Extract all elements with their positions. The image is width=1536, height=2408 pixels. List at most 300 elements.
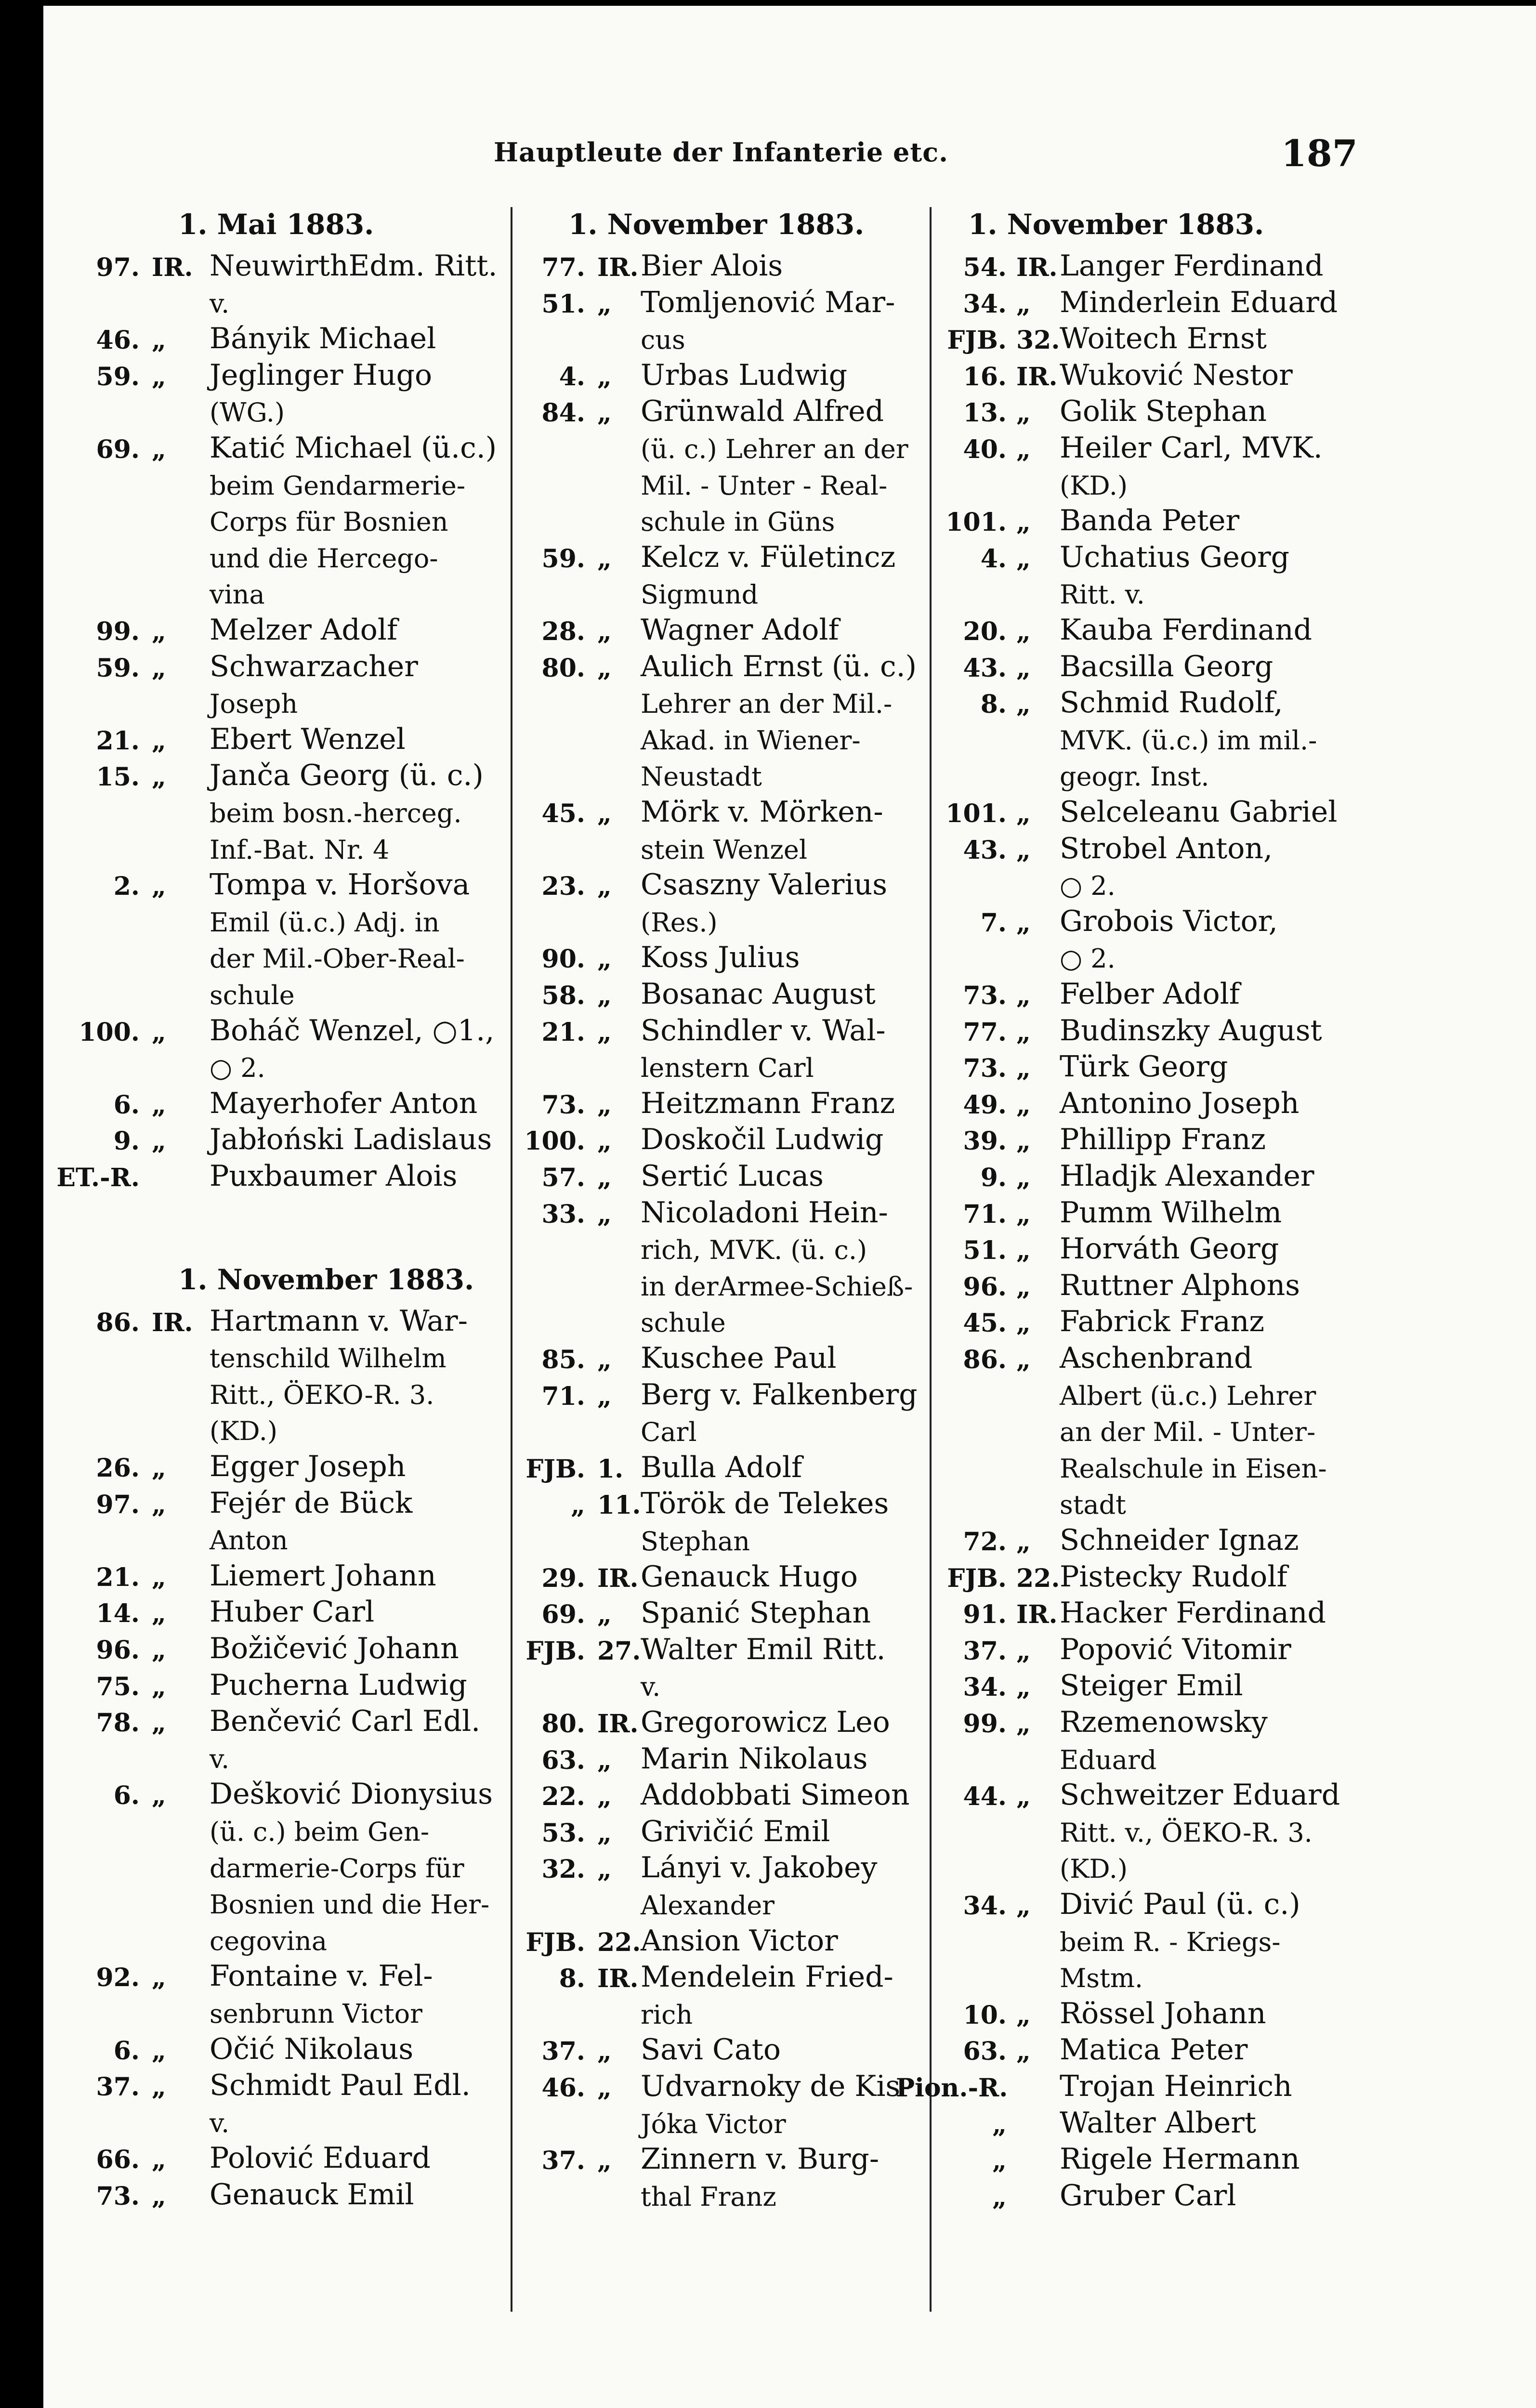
entry-number: Pion.-R. (896, 2073, 1008, 2103)
entry-number: 99. (963, 1709, 1007, 1739)
entry-number: 14. (96, 1599, 140, 1629)
entry-unit: IR. (1016, 1600, 1058, 1630)
entry-number: 73. (541, 1090, 585, 1120)
entry-unit: 22. (1016, 1563, 1060, 1593)
entry-name: Bányik Michael (210, 322, 436, 356)
entry-number: 34. (963, 1673, 1007, 1702)
entry-name: Heitzmann Franz (641, 1086, 895, 1120)
entry-detail: Emil (ü.c.) Adj. in (210, 907, 440, 938)
entry-detail: Corps für Bosnien (210, 507, 448, 537)
entry-number: FJB. (947, 1563, 1007, 1593)
entry-unit: „ (152, 1453, 166, 1483)
entry-unit: „ (1016, 1891, 1031, 1921)
entry-name: Wagner Adolf (641, 613, 839, 647)
entry-unit: „ (152, 653, 166, 683)
entry-number: 86. (963, 1345, 1007, 1374)
entry-name: Nicoladoni Hein- (641, 1195, 888, 1230)
entry-unit: „ (597, 1017, 612, 1047)
entry-detail: Akad. in Wiener- (641, 725, 861, 756)
entry-detail: Anton (210, 1525, 288, 1556)
entry-number: 4. (559, 362, 585, 392)
entry-name: Gruber Carl (1060, 2178, 1236, 2212)
entry-number: 72. (963, 1527, 1007, 1557)
entry-unit: „ (597, 2037, 612, 2067)
entry-number: FJB. (947, 326, 1007, 355)
entry-number: 99. (96, 617, 140, 646)
entry-unit: „ (597, 799, 612, 828)
entry-unit: „ (1016, 1272, 1031, 1302)
entry-number: 71. (541, 1381, 585, 1411)
entry-unit: „ (597, 1163, 612, 1192)
entry-name: Huber Carl (210, 1595, 375, 1629)
entry-name: Heiler Carl, MVK. (1060, 431, 1323, 465)
entry-number: 6. (113, 2036, 140, 2066)
entry-number: 86. (96, 1308, 140, 1337)
entry-number: 54. (963, 253, 1007, 282)
entry-name: Schwarzacher (210, 649, 418, 683)
entry-unit: „ (152, 617, 166, 646)
entry-name: Walter Emil Ritt. (641, 1632, 886, 1666)
entry-number: 63. (963, 2037, 1007, 2067)
entry-number: 73. (963, 981, 1007, 1010)
entry-number: 97. (96, 253, 140, 282)
entry-name: Csaszny Valerius (641, 868, 888, 902)
entry-number: 80. (541, 1709, 585, 1739)
entry-unit: 11. (597, 1491, 641, 1520)
entry-name: Török de Telekes (641, 1487, 889, 1521)
entry-detail: rich, MVK. (ü. c.) (641, 1235, 867, 1266)
entry-number: 16. (963, 362, 1007, 392)
entry-unit: „ (1016, 1527, 1031, 1557)
entry-name: Schweitzer Eduard (1060, 1778, 1340, 1812)
entry-number: 7. (980, 908, 1007, 938)
entry-detail: Realschule in Eisen- (1060, 1453, 1327, 1484)
entry-unit: „ (597, 1126, 612, 1156)
entry-unit: „ (597, 944, 612, 974)
entry-number: 2. (113, 872, 140, 902)
entry-name: Benčević Carl Edl. (210, 1704, 481, 1739)
entry-name: Popović Vitomir (1060, 1632, 1291, 1666)
entry-number: 96. (96, 1636, 140, 1665)
entry-detail: ○ 2. (210, 1053, 265, 1084)
entry-detail: stadt (1060, 1490, 1126, 1520)
entry-detail: Ritt., ÖEKO-R. 3. (210, 1379, 434, 1410)
entry-number: 73. (96, 2182, 140, 2211)
entry-unit: IR. (597, 1563, 639, 1593)
entry-detail: (ü. c.) Lehrer an der (641, 434, 908, 464)
entry-detail: v. (210, 2107, 230, 2138)
entry-name: Langer Ferdinand (1060, 249, 1324, 283)
entry-detail: Jóka Victor (641, 2108, 786, 2139)
entry-detail: an der Mil. - Unter- (1060, 1417, 1316, 1448)
entry-number: 6. (113, 1781, 140, 1811)
entry-unit: „ (152, 1562, 166, 1592)
entry-number: 46. (96, 326, 140, 355)
entry-name: Puxbaumer Alois (210, 1159, 458, 1193)
entry-name: Banda Peter (1060, 504, 1240, 538)
entry-number: 43. (963, 835, 1007, 865)
entry-name: Ansion Victor (641, 1924, 838, 1958)
entry-unit: „ (152, 1490, 166, 1519)
entry-number: 26. (96, 1453, 140, 1483)
entry-detail: Carl (641, 1417, 697, 1448)
entry-name: Rössel Johann (1060, 1996, 1266, 2030)
entry-detail: Ritt. v. (1060, 579, 1145, 610)
entry-unit: „ (1016, 1236, 1031, 1266)
entry-unit: „ (1016, 508, 1031, 537)
entry-unit: „ (1016, 1345, 1031, 1374)
entry-number: 44. (963, 1782, 1007, 1812)
entry-detail: schule (210, 980, 295, 1010)
entry-name: Fontaine v. Fel- (210, 1959, 433, 1993)
entry-unit: „ (1016, 1309, 1031, 1338)
entry-name: Sertić Lucas (641, 1159, 824, 1193)
entry-name: Divić Paul (ü. c.) (1060, 1887, 1300, 1921)
entry-detail: (WG.) (210, 397, 285, 428)
entry-detail: MVK. (ü.c.) im mil.- (1060, 725, 1317, 756)
entry-number: 10. (963, 2000, 1007, 2030)
entry-unit: „ (1016, 1163, 1031, 1192)
entry-unit: „ (597, 981, 612, 1010)
entry-number: 9. (980, 1163, 1007, 1192)
entry-unit: IR. (1016, 253, 1058, 282)
entry-name: Kelcz v. Fületincz (641, 540, 896, 574)
entry-unit: „ (152, 1708, 166, 1738)
entry-number: „ (992, 2182, 1007, 2212)
entry-number: 37. (963, 1636, 1007, 1666)
entry-unit: „ (597, 872, 612, 902)
entry-name: Savi Cato (641, 2033, 781, 2067)
entry-name: Bacsilla Georg (1060, 649, 1273, 683)
entry-name: Božičević Johann (210, 1632, 459, 1665)
entry-unit: „ (152, 2145, 166, 2175)
entry-number: 32. (541, 1855, 585, 1885)
entry-name: Tompa v. Horšova (210, 868, 470, 902)
entry-number: 75. (96, 1672, 140, 1701)
entry-unit: 27. (597, 1636, 641, 1666)
entry-name: Aulich Ernst (ü. c.) (641, 649, 917, 683)
entry-number: 20. (963, 617, 1007, 646)
entry-number: 9. (113, 1126, 140, 1156)
entry-unit: „ (597, 1600, 612, 1630)
entry-name: Bosanac August (641, 977, 876, 1011)
entry-name: Tomljenović Mar- (641, 285, 895, 319)
entry-name: Katić Michael (ü.c.) (210, 431, 497, 465)
entry-number: 51. (963, 1236, 1007, 1266)
entry-detail: Lehrer an der Mil.- (641, 689, 893, 720)
entry-number: 40. (963, 435, 1007, 464)
entry-number: 21. (96, 726, 140, 756)
entry-detail: v. (641, 1672, 661, 1702)
entry-unit: „ (597, 398, 612, 428)
entry-name: Rzemenowsky (1060, 1705, 1268, 1739)
entry-name: Phillipp Franz (1060, 1123, 1266, 1157)
entry-detail: und die Hercego- (210, 543, 438, 574)
entry-name: Koss Julius (641, 941, 800, 975)
entry-unit: „ (1016, 2000, 1031, 2030)
entry-detail: (KD.) (210, 1416, 278, 1447)
entry-number: 91. (963, 1600, 1007, 1630)
entry-name: NeuwirthEdm. Ritt. (210, 249, 498, 283)
entry-unit: „ (1016, 435, 1031, 464)
entry-unit: „ (1016, 398, 1031, 428)
entry-number: 63. (541, 1745, 585, 1775)
entry-number: 85. (541, 1345, 585, 1374)
entry-unit: „ (1016, 1090, 1031, 1120)
entry-detail: thal Franz (641, 2181, 776, 2212)
entry-unit: „ (1016, 1054, 1031, 1084)
entry-number: 101. (945, 508, 1007, 537)
entry-detail: ○ 2. (1060, 943, 1116, 974)
entry-name: Hartmann v. War- (210, 1304, 468, 1338)
entry-name: Schindler v. Wal- (641, 1013, 886, 1047)
entry-unit: „ (1016, 617, 1031, 646)
entry-unit: „ (152, 326, 166, 355)
entry-number: 69. (541, 1600, 585, 1630)
entry-number: 71. (963, 1199, 1007, 1229)
entry-unit: „ (152, 1090, 166, 1120)
entry-detail: Ritt. v., ÖEKO-R. 3. (1060, 1817, 1313, 1848)
entry-detail: Mil. - Unter - Real- (641, 470, 888, 501)
entry-unit: „ (1016, 1126, 1031, 1156)
entry-number: 46. (541, 2073, 585, 2103)
entry-number: 58. (541, 981, 585, 1010)
entry-number: 45. (963, 1309, 1007, 1338)
entry-unit: „ (152, 435, 166, 464)
entry-unit: „ (152, 362, 166, 392)
entry-unit: „ (1016, 1199, 1031, 1229)
entry-name: Genauck Hugo (641, 1559, 858, 1594)
entry-name: Uchatius Georg (1060, 540, 1290, 574)
entry-name: Grünwald Alfred (641, 394, 884, 429)
entry-detail: Eduard (1060, 1744, 1157, 1775)
entry-number: 59. (541, 544, 585, 574)
entry-unit: „ (597, 1090, 612, 1120)
entry-unit: IR. (597, 253, 639, 282)
entry-name: Berg v. Falkenberg (641, 1377, 918, 1412)
entry-detail: beim R. - Kriegs- (1060, 1926, 1281, 1957)
entry-number: 15. (96, 762, 140, 792)
entry-unit: „ (597, 1855, 612, 1885)
entry-number: 100. (524, 1126, 585, 1156)
entry-unit: „ (1016, 1673, 1031, 1702)
entry-name: Schneider Ignaz (1060, 1523, 1299, 1557)
entry-detail: in derArmee-Schieß- (641, 1271, 913, 1302)
entry-name: Aschenbrand (1060, 1341, 1253, 1375)
entry-unit: „ (597, 653, 612, 683)
entry-number: 4. (980, 544, 1007, 574)
entry-detail: v. (210, 1743, 230, 1774)
entry-name: Pumm Wilhelm (1060, 1195, 1282, 1230)
section-heading: 1. November 1883. (968, 208, 1264, 241)
entry-number: 21. (541, 1017, 585, 1047)
entry-unit: 1. (597, 1454, 624, 1484)
entry-unit: „ (1016, 835, 1031, 865)
entry-number: 28. (541, 617, 585, 646)
entry-detail: cus (641, 325, 685, 355)
page-title: Hauptleute der Infanterie etc. (494, 137, 948, 168)
entry-unit: „ (597, 2073, 612, 2103)
entry-unit: „ (152, 1126, 166, 1156)
entry-number: 6. (113, 1090, 140, 1120)
entry-name: Mörk v. Mörken- (641, 795, 883, 829)
entry-name: Matica Peter (1060, 2033, 1248, 2067)
entry-detail: (KD.) (1060, 470, 1128, 501)
entry-detail: beim Gendarmerie- (210, 470, 466, 501)
entry-number: „ (992, 2109, 1007, 2139)
entry-name: Grivičić Emil (641, 1814, 830, 1848)
entry-name: Hacker Ferdinand (1060, 1596, 1326, 1630)
entry-detail: der Mil.-Ober-Real- (210, 943, 465, 974)
entry-number: 43. (963, 653, 1007, 683)
entry-detail: ○ 2. (1060, 871, 1116, 902)
entry-unit: 22. (597, 1927, 641, 1957)
entry-detail: v. (210, 288, 230, 319)
entry-detail: darmerie-Corps für (210, 1853, 464, 1884)
entry-unit: „ (597, 544, 612, 574)
entry-name: Melzer Adolf (210, 613, 398, 647)
entry-unit: „ (152, 1017, 166, 1047)
entry-unit: „ (1016, 2037, 1031, 2067)
entry-name: Türk Georg (1060, 1050, 1228, 1084)
entry-detail: rich (641, 1999, 693, 2030)
entry-name: Janča Georg (ü. c.) (210, 759, 484, 793)
entry-number: 77. (541, 253, 585, 282)
entry-unit: „ (597, 1199, 612, 1229)
entry-name: Rigele Hermann (1060, 2142, 1300, 2176)
entry-number: 23. (541, 872, 585, 902)
entry-name: Kuschee Paul (641, 1341, 837, 1375)
entry-unit: „ (152, 2036, 166, 2066)
entry-name: Addobbati Simeon (641, 1778, 910, 1812)
entry-unit: „ (1016, 653, 1031, 683)
entry-unit: „ (597, 1818, 612, 1848)
entry-detail: stein Wenzel (641, 834, 808, 865)
entry-number: 97. (96, 1490, 140, 1519)
entry-unit: „ (152, 1636, 166, 1665)
entry-number: ET.-R. (56, 1163, 140, 1192)
entry-number: 13. (963, 398, 1007, 428)
entry-number: 69. (96, 435, 140, 464)
entry-detail: Alexander (641, 1890, 775, 1921)
entry-unit: „ (597, 1745, 612, 1775)
entry-detail: Stephan (641, 1526, 750, 1557)
column-divider-left (511, 207, 512, 2312)
entry-name: Jeglinger Hugo (210, 358, 433, 392)
entry-name: Polović Eduard (210, 2141, 431, 2175)
entry-detail: (Res.) (641, 907, 718, 938)
entry-name: Očić Nikolaus (210, 2032, 414, 2066)
entry-number: „ (992, 2146, 1007, 2176)
entry-unit: „ (1016, 981, 1031, 1010)
entry-unit: „ (597, 1345, 612, 1374)
page-scan (43, 6, 1536, 2408)
entry-number: 22. (541, 1782, 585, 1812)
entry-detail: tenschild Wilhelm (210, 1343, 446, 1374)
entry-detail: vina (210, 579, 265, 610)
entry-unit: „ (597, 289, 612, 319)
entry-unit: „ (152, 872, 166, 902)
entry-number: 45. (541, 799, 585, 828)
entry-name: Ebert Wenzel (210, 722, 406, 756)
entry-name: Hladjk Alexander (1060, 1159, 1314, 1193)
entry-number: „ (571, 1491, 585, 1520)
entry-number: 8. (980, 690, 1007, 720)
entry-unit: „ (1016, 799, 1031, 828)
entry-number: 90. (541, 944, 585, 974)
entry-number: 33. (541, 1199, 585, 1229)
entry-name: Dešković Dionysius (210, 1777, 493, 1811)
entry-unit: „ (152, 1963, 166, 1993)
entry-unit: „ (152, 2072, 166, 2102)
entry-name: Doskočil Ludwig (641, 1123, 884, 1157)
entry-number: 66. (96, 2145, 140, 2175)
entry-detail: geogr. Inst. (1060, 761, 1209, 792)
entry-unit: „ (597, 617, 612, 646)
entry-unit: „ (1016, 544, 1031, 574)
entry-name: Marin Nikolaus (641, 1741, 868, 1776)
entry-number: 53. (541, 1818, 585, 1848)
entry-name: Kauba Ferdinand (1060, 613, 1313, 647)
entry-unit: „ (152, 1599, 166, 1629)
entry-name: Udvarnoky de Kis- (641, 2069, 910, 2103)
entry-number: 34. (963, 1891, 1007, 1921)
entry-detail: Joseph (210, 689, 298, 720)
entry-name: Fabrick Franz (1060, 1305, 1264, 1339)
entry-number: 59. (96, 653, 140, 683)
entry-unit: IR. (152, 1308, 193, 1337)
entry-number: 77. (963, 1017, 1007, 1047)
entry-name: Golik Stephan (1060, 394, 1267, 429)
entry-detail: Bosnien und die Her- (210, 1889, 490, 1920)
entry-number: FJB. (525, 1927, 585, 1957)
entry-unit: IR. (1016, 362, 1058, 392)
entry-name: Spanić Stephan (641, 1596, 871, 1630)
entry-name: Fejér de Bück (210, 1486, 413, 1520)
entry-number: 84. (541, 398, 585, 428)
entry-unit: IR. (152, 253, 193, 282)
entry-detail: senbrunn Victor (210, 1999, 422, 2029)
entry-number: 59. (96, 362, 140, 392)
entry-unit: „ (597, 1381, 612, 1411)
entry-unit: „ (597, 1782, 612, 1812)
entry-name: Walter Albert (1060, 2106, 1257, 2140)
entry-detail: beim bosn.-herceg. (210, 798, 462, 828)
entry-name: Boháč Wenzel, ○1., (210, 1013, 495, 1047)
entry-detail: Neustadt (641, 761, 762, 792)
entry-name: Antonino Joseph (1060, 1086, 1300, 1120)
entry-name: Grobois Victor, (1060, 904, 1278, 938)
entry-name: Wuković Nestor (1060, 358, 1293, 392)
page-number: 187 (1281, 132, 1358, 175)
entry-name: Felber Adolf (1060, 977, 1240, 1011)
entry-number: 37. (541, 2037, 585, 2067)
entry-number: 37. (541, 2146, 585, 2176)
entry-name: Bier Alois (641, 249, 783, 283)
entry-number: 57. (541, 1163, 585, 1192)
entry-unit: „ (1016, 908, 1031, 938)
entry-name: Pucherna Ludwig (210, 1668, 467, 1702)
entry-number: 8. (559, 1964, 585, 1994)
entry-unit: „ (597, 2146, 612, 2176)
entry-number: 80. (541, 653, 585, 683)
entry-detail: (ü. c.) beim Gen- (210, 1817, 430, 1847)
entry-name: Jabłoński Ladislaus (210, 1123, 492, 1157)
entry-name: Woitech Ernst (1060, 322, 1267, 356)
entry-number: 49. (963, 1090, 1007, 1120)
entry-number: 96. (963, 1272, 1007, 1302)
entry-name: Mendelein Fried- (641, 1960, 893, 1994)
